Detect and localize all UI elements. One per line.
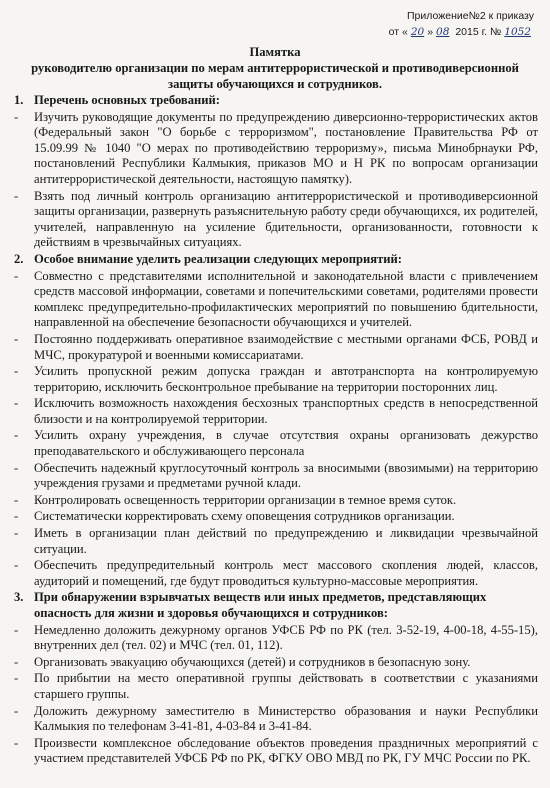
list-item: - Произвести комплексное обследование объектов проведения праздничных мероприятий с участием представителей УФСБ РФ по РК, ФГКУ ОВО МВД по РК, ГУ МЧС России по РК. [14,735,538,766]
list-item-text: Иметь в организации план действий по предупреждению и ликвидации чрезвычайной ситуации. [34,526,538,556]
list-item: - Взять под личный контроль организацию антитеррористической и противодиверсионной защиты организации, развернуть разъяснительную работу среди обучающихся, их родителей, учителей, направленную на усиление бдительности, организованности, готовности к действиям в чрезвычайных ситуациях. [14,188,538,250]
order-date-prefix: от « [388,26,408,38]
list-item-text: Усилить охрану учреждения, в случае отсутствия охраны организовать дежурство преподавательского и обслуживающего персонала [34,428,538,459]
list-item-text: Обеспечить надежный круглосуточный контроль за вносимыми (ввозимыми) на территорию учреждения грузами и предметами ручной клади. [34,460,538,491]
order-day: 20 [410,26,425,38]
appendix-header [389,8,534,40]
list-item: - Исключить возможность нахождения бесхозных транспортных средств в непосредственной близости и на контролируемой территории. [14,396,538,426]
section-heading-text: При обнаружении взрывчатых веществ или иных предметов, представляющих опасность для жизни и здоровья обучающихся и сотрудников: [34,590,487,620]
list-item: - Изучить руководящие документы по предупреждению диверсионно-террористических актов (Федеральный закон "О борьбе с терроризмом", постановление Правительства РФ от 15.09.99 № 1040 "О мерах по противодействию терроризму», письма Минобрнауки РФ, постановлений Республики Калмыкия, приказов МО и Н РК по вопросам организации антитеррористической деятельности, настоящую памятку). [14,109,538,186]
list-item-text: Постоянно поддерживать оперативное взаимодействие с местными органами ФСБ, РОВД и МЧС, прокуратурой и военными комиссариатами. [34,331,538,362]
title-line-3: защиты обучающихся и сотрудников. [168,77,382,91]
section-heading [14,93,538,109]
list-item: - Усилить пропускной режим допуска граждан и автотранспорта на контролируемую территорию, исключить бесконтрольное пребывание на территории посторонних лиц. [14,364,538,394]
list-item: - Постоянно поддерживать оперативное взаимодействие с местными органами ФСБ, РОВД и МЧС, прокуратурой и военными комиссариатами. [14,331,538,362]
list-item-text: Изучить руководящие документы по предупреждению диверсионно-террористических актов (Федеральный закон "О борьбе с терроризмом", постановление Правительства РФ от 15.09.99 № 1040 "О мерах по противодействию терроризму», письма Минобрнауки РФ, постановлений Республики Калмыкия, приказов МО и Н РК по вопросам организации антитеррористической деятельности, настоящую памятку). [34,109,538,186]
title-line-1: Памятка [249,45,301,59]
list-item-text: Совместно с представителями исполнительной и законодательной власти с привлечением средств массовой информации, советами и попечительскими советами, родителями провести комплекс предупредительно-профилактических мероприятий по повышению бдительности, направленной на обеспечение безопасности обучающихся и учителей. [34,268,538,330]
document-body [14,92,538,767]
list-item: - Обеспечить надежный круглосуточный контроль за вносимыми (ввозимыми) на территорию учреждения грузами и предметами ручной клади. [14,460,538,491]
section-heading [14,252,538,268]
list-item-text: Систематически корректировать схему оповещения сотрудников организации. [34,509,455,524]
list-item-text: Организовать эвакуацию обучающихся (детей) и сотрудников в безопасную зону. [34,654,471,669]
list-item-text: По прибытии на место оперативной группы действовать в соответствии с указаниями старшего группы. [34,671,538,701]
section-number: 3. [14,590,24,605]
title-line-2: руководителю организации по мерам антитеррористической и противодиверсионной [31,61,519,75]
list-item: - Немедленно доложить дежурному органов УФСБ РФ по РК (тел. 3-52-19, 4-00-18, 4-55-15), внутренних дел (тел. 02) и МЧС (тел. 01, 112). [14,622,538,653]
list-item-text: Обеспечить предупредительный контроль мест массового скопления людей, классов, аудиторий и помещений, где будут проводиться культурно-массовые мероприятия. [34,558,538,588]
document-title [0,44,550,92]
section-heading-text: Особое внимание уделить реализации следующих мероприятий: [34,251,402,266]
list-item-text: Контролировать освещенность территории организации в темное время суток. [34,492,457,507]
order-date-mid: » [427,26,434,38]
order-number: 1052 [504,26,531,38]
list-item-text: Взять под личный контроль организацию антитеррористической и противодиверсионной защиты организации, развернуть разъяснительную работу среди обучающихся, их родителей, учителей, направленную на усиление бдительности, организованности, готовности к действиям в чрезвычайных ситуациях. [34,188,538,250]
section-heading-text: Перечень основных требований: [34,93,220,107]
order-line [389,24,534,40]
list-item: - Организовать эвакуацию обучающихся (детей) и сотрудников в безопасную зону. [14,654,471,669]
section-number: 2. [14,251,24,266]
section-heading [14,590,538,621]
list-item-text: Доложить дежурному заместителю в Министерство образования и науки Республики Калмыкия по телефонам 3-41-81, 4-03-84 и 3-41-84. [34,703,538,734]
order-month: 08 [436,26,450,38]
list-item: - По прибытии на место оперативной группы действовать в соответствии с указаниями старшего группы. [14,671,538,701]
list-item-text: Усилить пропускной режим допуска граждан и автотранспорта на контролируемую территорию, исключить бесконтрольное пребывание на территории посторонних лиц. [34,364,538,394]
list-item: - Систематически корректировать схему оповещения сотрудников организации. [14,509,455,524]
order-year: 2015 г. № [455,26,502,38]
list-item-text: Произвести комплексное обследование объектов проведения праздничных мероприятий с участием представителей УФСБ РФ по РК, ФГКУ ОВО МВД по РК, ГУ МЧС России по РК. [34,735,538,766]
list-item-text: Немедленно доложить дежурному органов УФСБ РФ по РК (тел. 3-52-19, 4-00-18, 4-55-15), внутренних дел (тел. 02) и МЧС (тел. 01, 112). [34,622,538,653]
list-item: - Контролировать освещенность территории организации в темное время суток. [14,492,457,507]
list-item: - Иметь в организации план действий по предупреждению и ликвидации чрезвычайной ситуации. [14,526,538,556]
list-item: - Обеспечить предупредительный контроль мест массового скопления людей, классов, аудиторий и помещений, где будут проводиться культурно-массовые мероприятия. [14,558,538,588]
appendix-line: Приложение№2 к приказу [407,10,534,22]
list-item: - Усилить охрану учреждения, в случае отсутствия охраны организовать дежурство преподавательского и обслуживающего персонала [14,428,538,459]
section-number: 1. [14,93,24,107]
list-item: - Доложить дежурному заместителю в Министерство образования и науки Республики Калмыкия по телефонам 3-41-81, 4-03-84 и 3-41-84. [14,703,538,734]
list-item-text: Исключить возможность нахождения бесхозных транспортных средств в непосредственной близости и на контролируемой территории. [34,396,538,426]
list-item: - Совместно с представителями исполнительной и законодательной власти с привлечением средств массовой информации, советами и попечительскими советами, родителями провести комплекс предупредительно-профилактических мероприятий по повышению бдительности, направленной на обеспечение безопасности обучающихся и учителей. [14,268,538,330]
